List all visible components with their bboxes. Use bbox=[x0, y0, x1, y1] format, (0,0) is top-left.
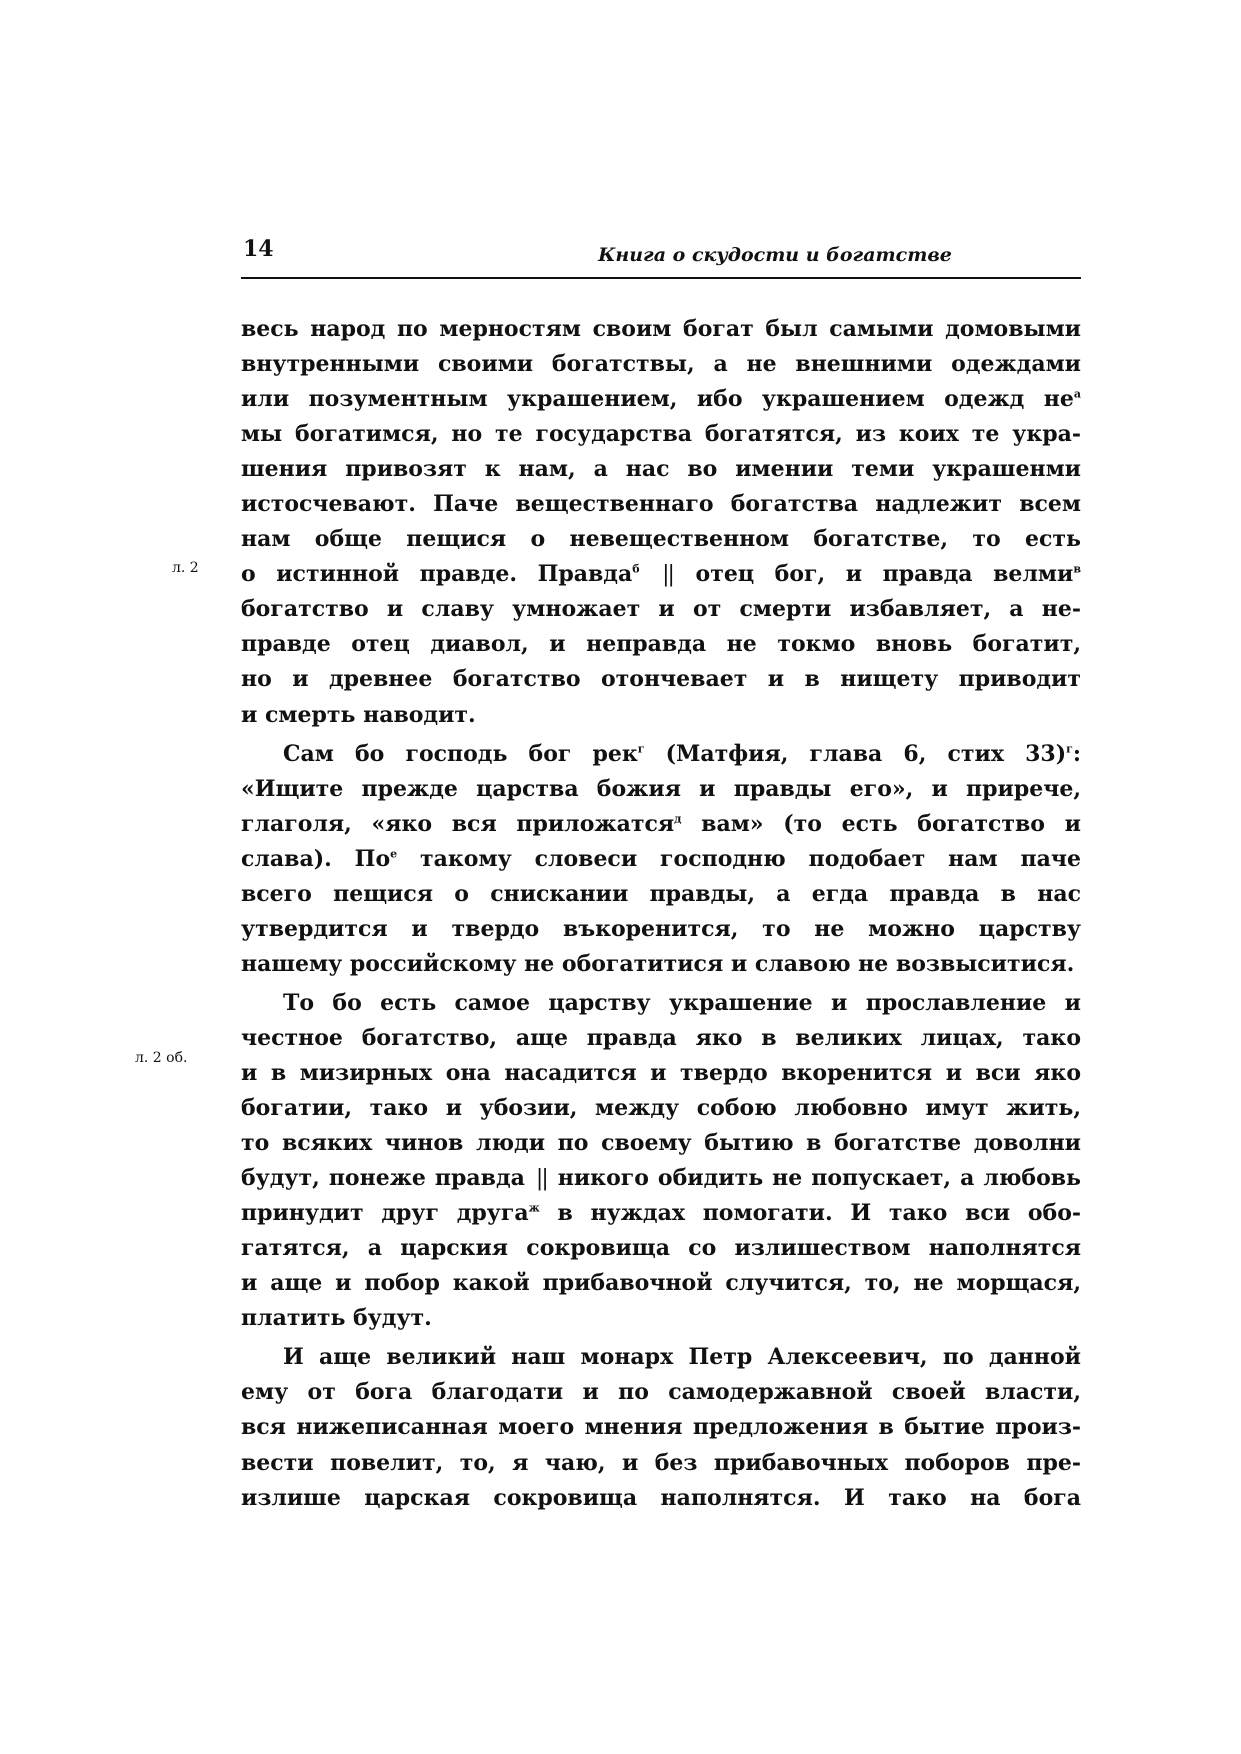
main-text bbox=[241, 312, 1081, 1516]
text-line: излише царская сокровища наполнятся. И тако на бога bbox=[241, 1484, 1081, 1511]
text-line: «Ищите прежде царства божия и правды его», и прирече, bbox=[241, 775, 1081, 802]
footnote-marker-a: а bbox=[1073, 387, 1081, 401]
text-line: о истинной правде. Правда$^б$ || отец бог, и правда велми$^в$ bbox=[241, 561, 1081, 588]
text-line: глаголя, «яко вся приложатся$^д$ вам» (то есть богатство и bbox=[241, 810, 1081, 837]
text-line: и аще и побор какой прибавочной случится, то, не морщася, bbox=[241, 1270, 1081, 1297]
text-line: то всяких чинов люди по своему бытию в богатстве доволни bbox=[241, 1130, 1081, 1157]
text-line: честное богатство, аще правда яко в великих лицах, тако bbox=[241, 1024, 1081, 1051]
text-line: всего пещися о снискании правды, а егда правда в нас bbox=[241, 880, 1081, 907]
text-line: платить будут. bbox=[241, 1305, 432, 1332]
text-line: будут, понеже правда || никого обидить не попускает, а любовь bbox=[241, 1165, 1081, 1192]
text-line: весь народ по мерностям своим богат был самыми домовыми bbox=[241, 316, 1081, 342]
text-line: правде отец диавол, и неправда не токмо вновь богатит, bbox=[241, 631, 1081, 658]
header-rule bbox=[241, 277, 1081, 279]
text-line: богатство и славу умножает и от смерти избавляет, а не- bbox=[241, 596, 1081, 623]
folio-break-marker: || bbox=[662, 562, 673, 588]
footnote-marker-g: г bbox=[637, 742, 645, 756]
text-line: вся нижеписанная моего мнения предложения в бытие произ- bbox=[241, 1414, 1081, 1441]
text-line: но и древнее богатство отончевает и в нищету приводит bbox=[241, 666, 1081, 693]
margin-note-folio-2: л. 2 bbox=[172, 560, 199, 576]
text-line: и смерть наводит. bbox=[241, 701, 476, 728]
paragraph-4 bbox=[241, 1340, 1081, 1515]
paragraph-3 bbox=[241, 986, 1081, 1336]
text-line: нам обще пещися о невещественном богатстве, то есть bbox=[241, 526, 1081, 553]
text-line: ему от бога благодати и по самодержавной своей власти, bbox=[241, 1379, 1081, 1406]
text-line: утвердится и твердо въкоренится, то не можно царству bbox=[241, 915, 1081, 942]
text-line: нашему российскому не обогатитися и славою не возвыситися. bbox=[241, 950, 1075, 977]
text-line: мы богатимся, но те государства богатятся, из коих те укра- bbox=[241, 421, 1081, 448]
footnote-marker-e: е bbox=[390, 847, 398, 861]
text-line: внутренными своими богатствы, а не внешними одеждами bbox=[241, 351, 1081, 378]
text-line: слава). $По^е$ такому словеси господню подобает нам паче bbox=[241, 845, 1081, 872]
page-number: 14 bbox=[243, 236, 274, 262]
footnote-marker-g-close: г bbox=[1066, 742, 1073, 756]
footnote-marker-b: б bbox=[632, 563, 640, 576]
text-line: гатятся, а царския сокровища со излишеством наполнятся bbox=[241, 1235, 1081, 1262]
text-line: И аще великий наш монарх Петр Алексеевич, по данной bbox=[283, 1344, 1081, 1371]
text-line: вести повелит, то, я чаю, и без прибавочных поборов пре- bbox=[241, 1449, 1081, 1476]
folio-break-marker: || bbox=[535, 1166, 547, 1192]
paragraph-1 bbox=[241, 312, 1081, 733]
margin-note-folio-2-verso: л. 2 об. bbox=[135, 1050, 188, 1066]
text-line: принудит друг друга$^ж$ в нуждах помогати. И тако вси обо- bbox=[241, 1200, 1081, 1227]
text-line: и в мизирных она насадится и твердо вкоренится и вси яко bbox=[241, 1059, 1081, 1086]
text-line: Сам бо господь бог рек$^г$ (Матфия, глава 6, стих 33)$^г$: bbox=[283, 740, 1081, 767]
running-title: Книга о скудости и богатстве bbox=[598, 244, 952, 266]
text-line: То бо есть самое царству украшение и прославление и bbox=[283, 989, 1081, 1016]
text-line: истосчевают. Паче вещественнаго богатства надлежит всем bbox=[241, 491, 1081, 518]
text-line: или позументным украшением, ибо украшением одежд $не^а$ bbox=[241, 386, 1081, 413]
footnote-marker-zh: ж bbox=[528, 1201, 540, 1215]
text-line: шения привозят к нам, а нас во имении теми украшенми bbox=[241, 456, 1081, 483]
text-line: богатии, тако и убозии, между собою любовно имут жить, bbox=[241, 1095, 1081, 1122]
footnote-marker-v: в bbox=[1073, 563, 1081, 576]
paragraph-2 bbox=[241, 737, 1081, 982]
footnote-marker-d: д bbox=[674, 812, 682, 826]
